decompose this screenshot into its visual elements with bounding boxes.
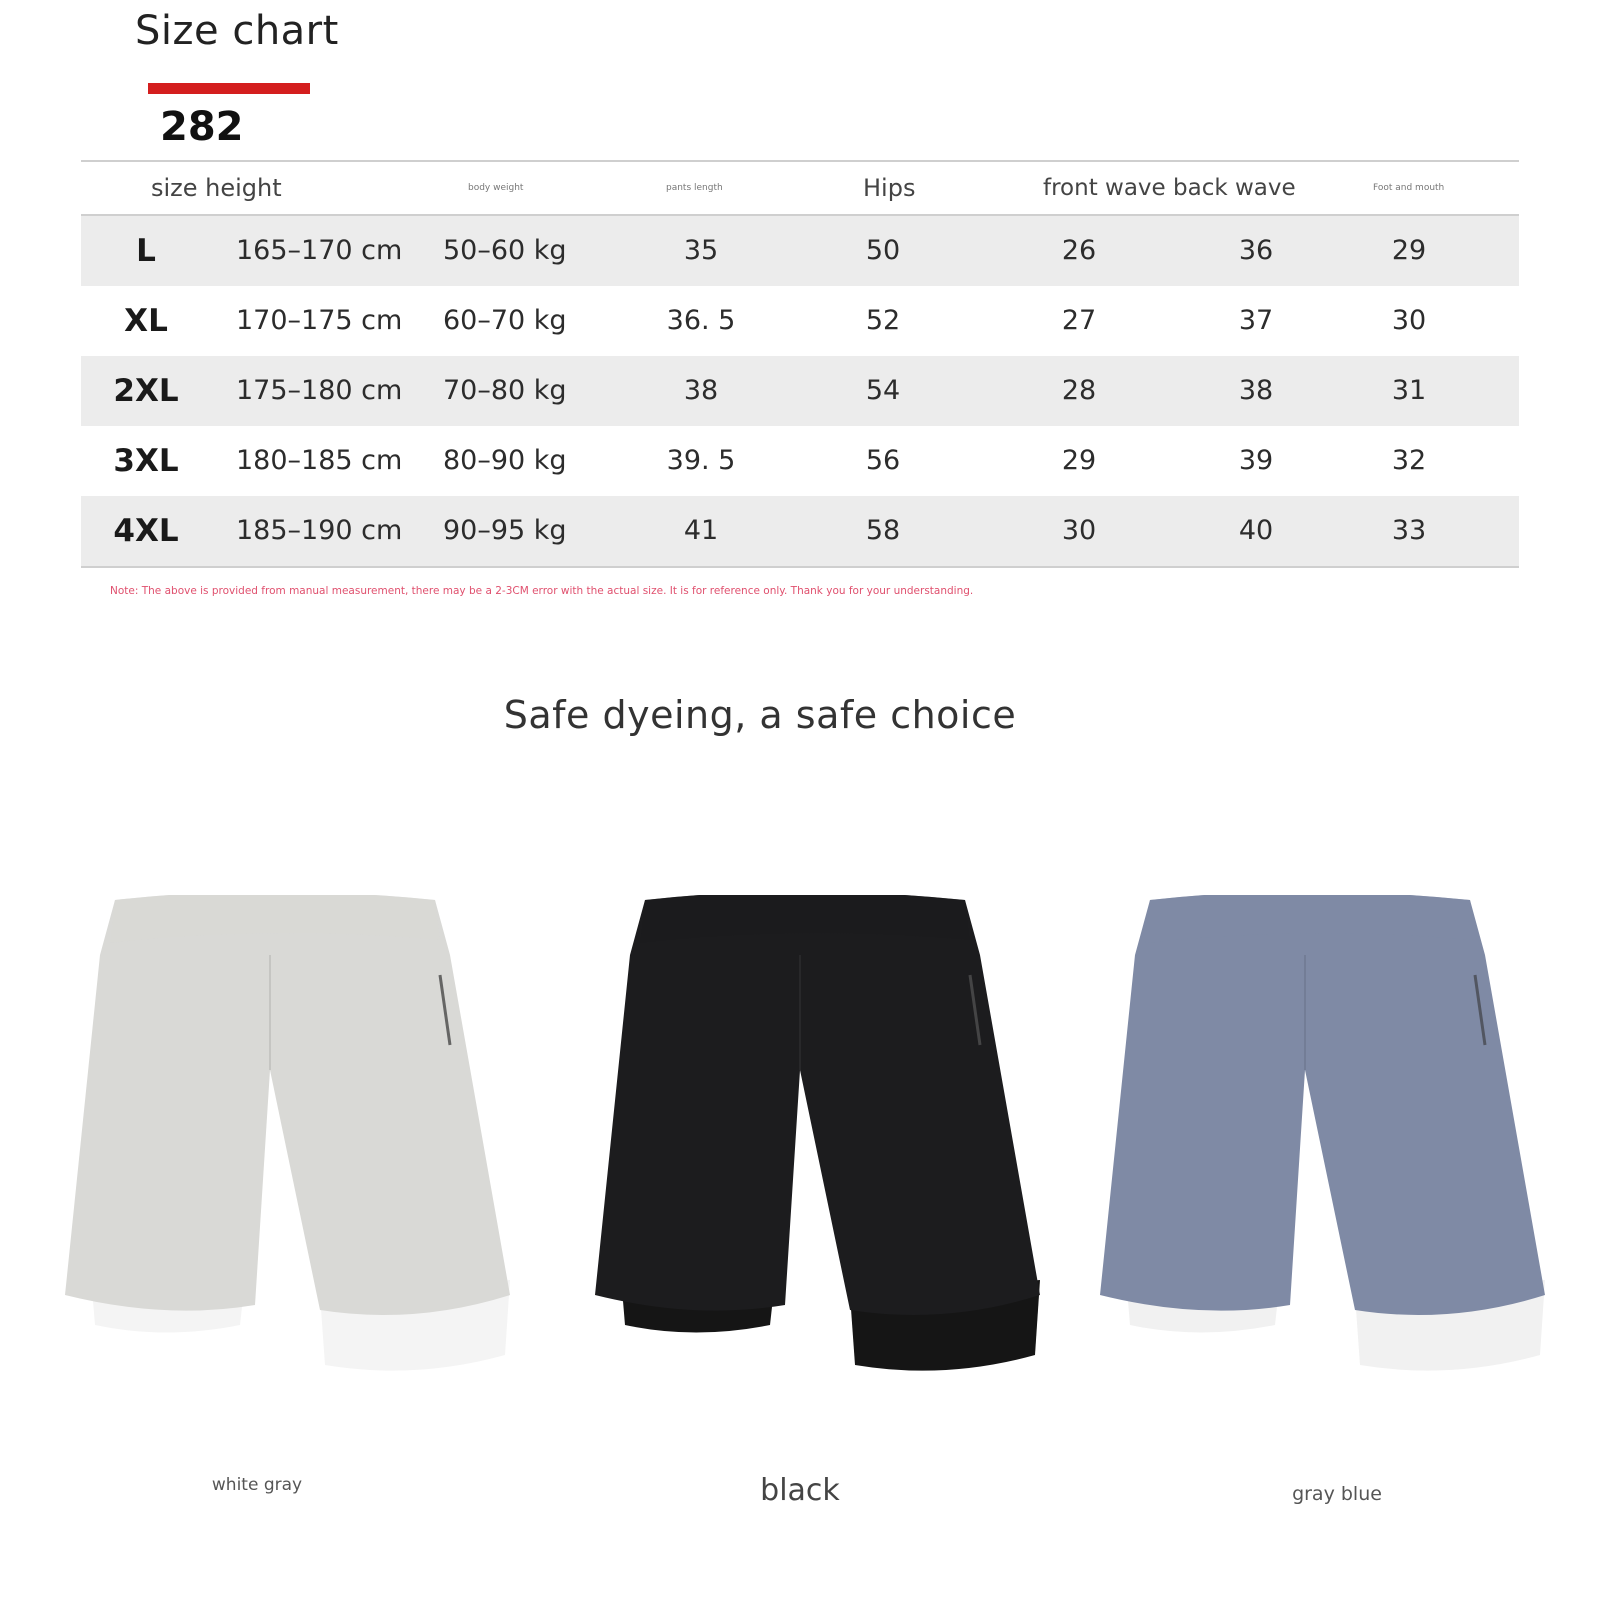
cell-back-wave: 38 (1238, 375, 1274, 406)
table-row (81, 426, 1519, 496)
cell-pants-length: 38 (683, 375, 719, 406)
cell-size: L (136, 233, 156, 269)
measurement-note: Note: The above is provided from manual measurement, there may be a 2-3CM error with the actual size. It is for reference only. Thank you for your understanding. (110, 585, 974, 597)
cell-weight: 70–80 kg (443, 375, 567, 406)
cell-hips: 52 (865, 305, 901, 336)
cell-height: 170–175 cm (236, 305, 403, 336)
shorts-black-image (585, 895, 1055, 1385)
title-underline (148, 83, 310, 94)
cell-front-wave: 28 (1061, 375, 1097, 406)
header-front-back-wave: front wave back wave (1043, 175, 1296, 201)
cell-foot-mouth: 33 (1391, 515, 1427, 546)
caption-gray-blue: gray blue (1292, 1483, 1382, 1505)
cell-hips: 54 (865, 375, 901, 406)
cell-pants-length: 35 (683, 235, 719, 266)
cell-back-wave: 36 (1238, 235, 1274, 266)
cell-foot-mouth: 32 (1391, 445, 1427, 476)
cell-front-wave: 26 (1061, 235, 1097, 266)
cell-foot-mouth: 31 (1391, 375, 1427, 406)
cell-size: 3XL (113, 443, 179, 479)
cell-weight: 50–60 kg (443, 235, 567, 266)
cell-size: XL (124, 303, 168, 339)
cell-height: 175–180 cm (236, 375, 403, 406)
header-body-weight: body weight (468, 183, 524, 193)
cell-pants-length: 39. 5 (666, 445, 736, 476)
caption-white-gray: white gray (211, 1475, 303, 1495)
table-row (81, 496, 1519, 566)
section-subtitle: Safe dyeing, a safe choice (503, 693, 1017, 737)
cell-back-wave: 40 (1238, 515, 1274, 546)
cell-height: 185–190 cm (236, 515, 403, 546)
cell-back-wave: 39 (1238, 445, 1274, 476)
cell-weight: 60–70 kg (443, 305, 567, 336)
size-chart-title: Size chart (135, 8, 339, 54)
shorts-gray-blue-image (1090, 895, 1560, 1385)
product-code: 282 (160, 104, 244, 150)
header-pants-length: pants length (666, 183, 723, 193)
table-row (81, 356, 1519, 426)
cell-size: 4XL (113, 513, 179, 549)
cell-foot-mouth: 30 (1391, 305, 1427, 336)
cell-size: 2XL (113, 373, 179, 409)
cell-back-wave: 37 (1238, 305, 1274, 336)
table-header (81, 162, 1519, 216)
cell-foot-mouth: 29 (1391, 235, 1427, 266)
cell-height: 180–185 cm (236, 445, 403, 476)
cell-weight: 80–90 kg (443, 445, 567, 476)
cell-height: 165–170 cm (236, 235, 403, 266)
cell-front-wave: 29 (1061, 445, 1097, 476)
header-size-height: size height (151, 174, 282, 202)
caption-black: black (760, 1473, 840, 1508)
cell-pants-length: 41 (683, 515, 719, 546)
cell-hips: 58 (865, 515, 901, 546)
cell-front-wave: 30 (1061, 515, 1097, 546)
header-foot-mouth: Foot and mouth (1373, 183, 1445, 193)
header-hips: Hips (863, 174, 916, 202)
cell-weight: 90–95 kg (443, 515, 567, 546)
shorts-white-gray-image (55, 895, 525, 1385)
size-table (81, 160, 1519, 568)
cell-hips: 50 (865, 235, 901, 266)
table-row (81, 286, 1519, 356)
table-row (81, 216, 1519, 286)
cell-hips: 56 (865, 445, 901, 476)
cell-front-wave: 27 (1061, 305, 1097, 336)
cell-pants-length: 36. 5 (666, 305, 736, 336)
